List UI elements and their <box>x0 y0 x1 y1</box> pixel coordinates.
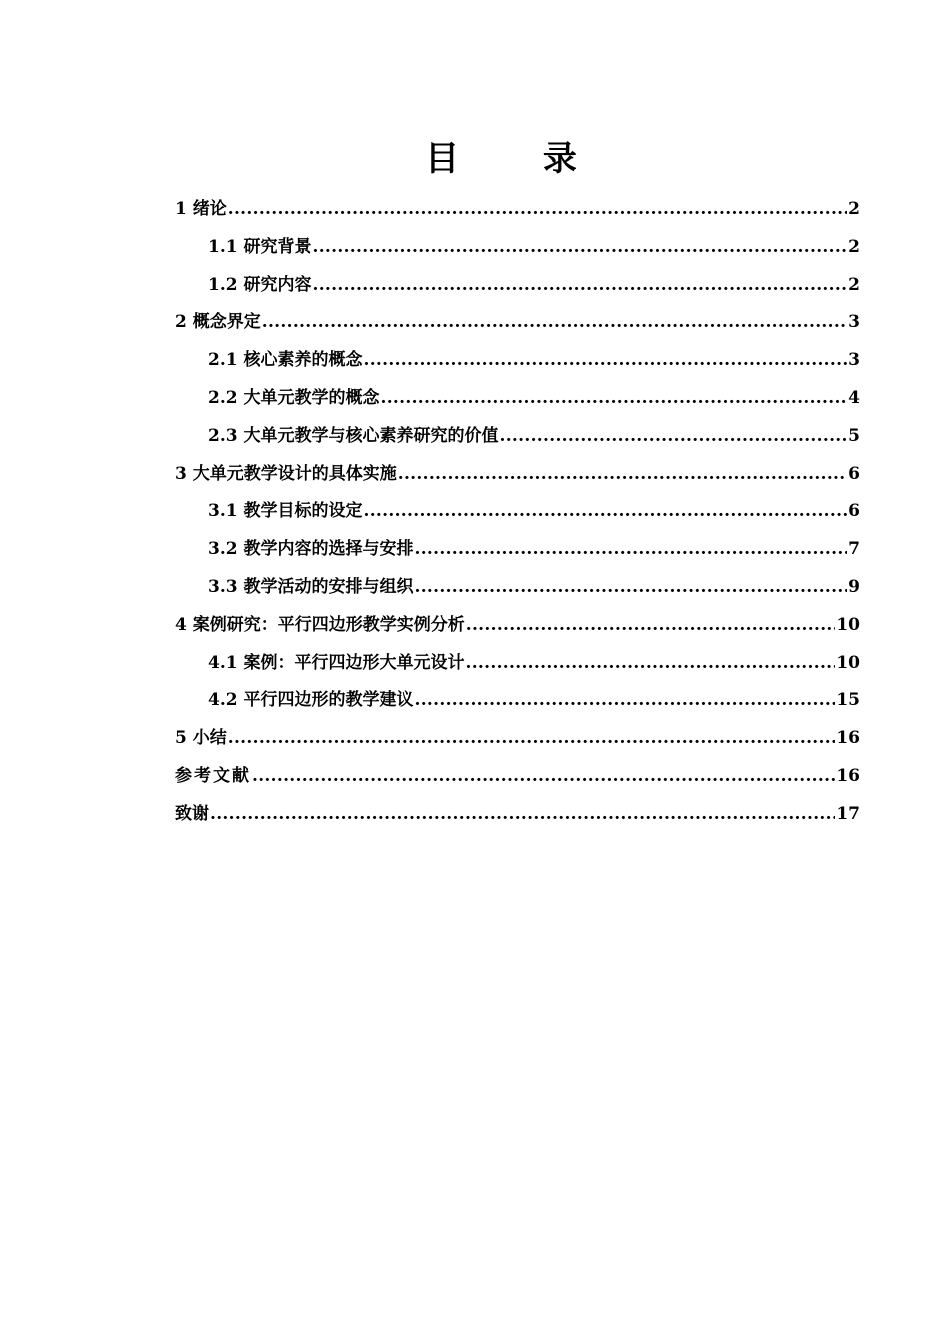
toc-entry-label: 参考文献 <box>175 765 251 786</box>
toc-entry-label: 2 概念界定 <box>175 312 261 333</box>
toc-entry-3-1[interactable] <box>175 493 860 531</box>
toc-entry-1-1[interactable] <box>175 229 860 267</box>
table-of-contents <box>175 191 860 834</box>
dot-leader <box>210 796 835 834</box>
toc-entry-page: 2 <box>848 199 860 219</box>
toc-entry-page: 10 <box>836 614 860 635</box>
toc-entry-page: 7 <box>848 539 860 560</box>
toc-entry-page: 2 <box>848 236 860 257</box>
toc-entry-page: 3 <box>848 312 860 333</box>
dot-leader <box>466 645 836 683</box>
toc-entry-label: 5 小结 <box>175 728 227 749</box>
toc-entry-label: 4.1 案例：平行四边形大单元设计 <box>208 652 465 673</box>
dot-leader <box>228 720 836 758</box>
toc-entry-label: 2.1 核心素养的概念 <box>208 350 363 371</box>
toc-entry-page: 5 <box>848 425 860 446</box>
toc-entry-acknowledgements[interactable] <box>175 796 860 834</box>
toc-entry-page: 6 <box>848 463 860 484</box>
toc-entry-label: 4 案例研究：平行四边形教学实例分析 <box>175 614 465 635</box>
dot-leader <box>415 531 848 569</box>
toc-entry-page: 6 <box>848 501 860 522</box>
toc-entry-label: 3.2 教学内容的选择与安排 <box>208 539 414 560</box>
toc-entry-3-3[interactable] <box>175 569 860 607</box>
dot-leader <box>415 569 848 607</box>
dot-leader <box>228 191 847 229</box>
toc-entry-2-2[interactable] <box>175 380 860 418</box>
toc-entry-4[interactable] <box>175 607 860 645</box>
toc-entry-label: 3.3 教学活动的安排与组织 <box>208 576 414 597</box>
toc-entry-references[interactable] <box>175 758 860 796</box>
toc-entry-page: 17 <box>836 803 860 824</box>
dot-leader <box>381 380 848 418</box>
dot-leader <box>466 607 836 645</box>
dot-leader <box>313 229 848 267</box>
toc-entry-label: 致谢 <box>175 803 209 824</box>
dot-leader <box>313 267 848 305</box>
dot-leader <box>398 456 847 494</box>
dot-leader <box>262 304 847 342</box>
dot-leader <box>364 493 848 531</box>
toc-entry-1[interactable] <box>175 191 860 229</box>
dot-leader <box>500 418 848 456</box>
toc-entry-page: 16 <box>836 765 860 786</box>
toc-entry-page: 2 <box>848 274 860 295</box>
toc-entry-5[interactable] <box>175 720 860 758</box>
toc-entry-page: 15 <box>836 690 860 711</box>
toc-entry-label: 1.1 研究背景 <box>208 236 312 257</box>
toc-entry-label: 4.2 平行四边形的教学建议 <box>208 690 414 711</box>
dot-leader <box>252 758 835 796</box>
toc-entry-label: 1.2 研究内容 <box>208 274 312 295</box>
toc-entry-4-2[interactable] <box>175 682 860 720</box>
toc-entry-label: 3 大单元教学设计的具体实施 <box>175 463 397 484</box>
toc-entry-label: 1 绪论 <box>175 199 227 219</box>
toc-entry-2[interactable] <box>175 304 860 342</box>
dot-leader <box>415 682 836 720</box>
toc-entry-2-3[interactable] <box>175 418 860 456</box>
toc-entry-page: 10 <box>836 652 860 673</box>
dot-leader <box>364 342 848 380</box>
toc-entry-1-2[interactable] <box>175 267 860 305</box>
toc-entry-label: 2.2 大单元教学的概念 <box>208 387 380 408</box>
toc-entry-4-1[interactable] <box>175 645 860 683</box>
toc-entry-2-1[interactable] <box>175 342 860 380</box>
toc-entry-label: 3.1 教学目标的设定 <box>208 501 363 522</box>
toc-entry-page: 4 <box>848 387 860 408</box>
toc-entry-page: 16 <box>836 728 860 749</box>
toc-entry-label: 2.3 大单元教学与核心素养研究的价值 <box>208 425 499 446</box>
toc-entry-3-2[interactable] <box>175 531 860 569</box>
toc-entry-page: 9 <box>848 576 860 597</box>
toc-entry-page: 3 <box>848 350 860 371</box>
toc-entry-3[interactable] <box>175 456 860 494</box>
toc-title: 目 录 <box>425 139 613 179</box>
